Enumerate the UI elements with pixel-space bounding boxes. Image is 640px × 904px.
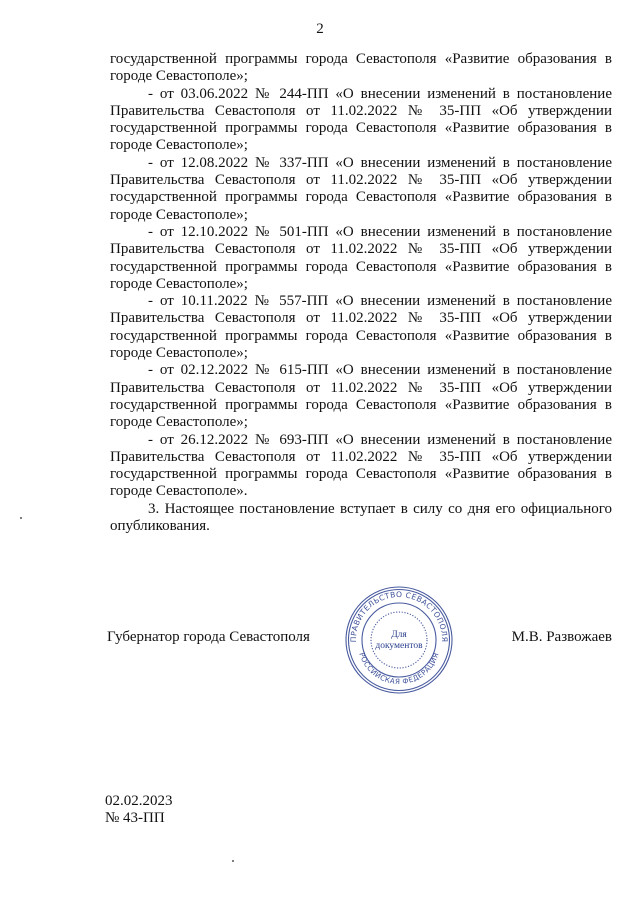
amendment-item: - от 02.12.2022 № 615-ПП «О внесении изменений в постановление Правительства Севастополя от 11.02.2022 № 35-ПП «Об утверждении государственной программы города Севастополя «Развитие образования в городе Севастополе»; — [110, 362, 612, 431]
official-seal — [344, 585, 454, 695]
clause-3: 3. Настоящее постановление вступает в силу со дня его официального опубликования. — [110, 500, 612, 535]
scan-speck — [20, 517, 22, 519]
amendment-item: - от 10.11.2022 № 557-ПП «О внесении изменений в постановление Правительства Севастополя от 11.02.2022 № 35-ПП «Об утверждении государственной программы города Севастополя «Развитие образования в городе Севастополе»; — [110, 293, 612, 362]
intro-continuation: государственной программы города Севастополя «Развитие образования в городе Севастополе»; — [110, 51, 612, 85]
seal-outer-text: ПРАВИТЕЛЬСТВО СЕВАСТОПОЛЯ — [348, 590, 450, 643]
amendment-item: - от 12.10.2022 № 501-ПП «О внесении изменений в постановление Правительства Севастополя от 11.02.2022 № 35-ПП «Об утверждении государственной программы города Севастополя «Развитие образования в городе Севастополе»; — [110, 223, 612, 292]
seal-bottom-text: РОССИЙСКАЯ ФЕДЕРАЦИЯ — [357, 651, 441, 687]
amendment-item: - от 26.12.2022 № 693-ПП «О внесении изменений в постановление Правительства Севастополя от 11.02.2022 № 35-ПП «Об утверждении государственной программы города Севастополя «Развитие образования в городе Севастополе». — [110, 431, 612, 500]
page-number: 2 — [316, 21, 324, 37]
seal-center-line-1: Для — [391, 630, 407, 640]
scan-speck — [232, 860, 234, 862]
document-date: 02.02.2023 — [105, 793, 173, 809]
amendment-item: - от 12.08.2022 № 337-ПП «О внесении изменений в постановление Правительства Севастополя от 11.02.2022 № 35-ПП «Об утверждении государственной программы города Севастополя «Развитие образования в городе Севастополе»; — [110, 154, 612, 223]
document-body — [110, 51, 612, 535]
seal-center-line-2: документов — [375, 641, 423, 651]
signatory-name: М.В. Развожаев — [511, 629, 612, 645]
signatory-title: Губернатор города Севастополя — [107, 629, 310, 645]
document-number: № 43-ПП — [105, 810, 165, 826]
amendment-item: - от 03.06.2022 № 244-ПП «О внесении изменений в постановление Правительства Севастополя от 11.02.2022 № 35-ПП «Об утверждении государственной программы города Севастополя «Развитие образования в городе Севастополе»; — [110, 85, 612, 154]
